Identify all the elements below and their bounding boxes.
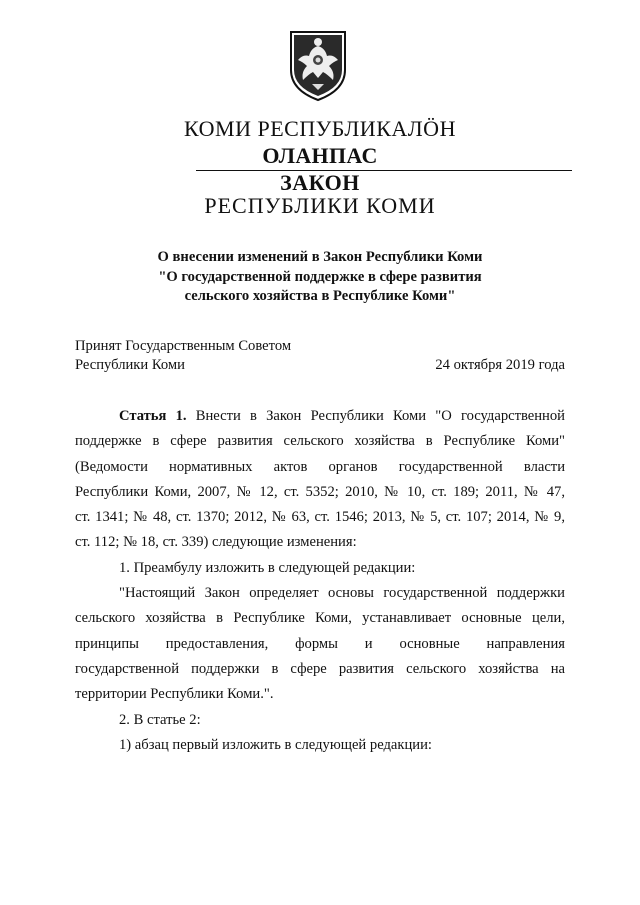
article-label: Статья 1. xyxy=(119,408,187,424)
law-title-line: О внесении изменений в Закон Республики Коми xyxy=(157,249,483,265)
quote-line: "Настоящий Закон определяет основы государственной поддержки xyxy=(119,585,565,602)
item-2: 2. В статье 2: xyxy=(119,711,201,728)
quote-line: принципы предоставления, формы и основные направления xyxy=(75,635,565,652)
article-1-line: (Ведомости нормативных актов органов государственной власти xyxy=(75,458,565,475)
header-zakon: ЗАКОН xyxy=(280,170,360,195)
law-title-line: сельского хозяйства в Республике Коми" xyxy=(184,288,456,304)
article-1-line: ст. 1341; № 48, ст. 1370; 2012, № 63, ст. 1546; 2013, № 5, ст. 107; 2014, № 9, xyxy=(75,509,565,526)
article-1-line: Статья 1. Внести в Закон Республики Коми "О государственной xyxy=(119,408,565,424)
item-1: 1. Преамбулу изложить в следующей редакции: xyxy=(119,559,416,576)
adopted-line: Республики Коми xyxy=(75,357,185,373)
item-2-1: 1) абзац первый изложить в следующей редакции: xyxy=(119,736,432,753)
law-title xyxy=(100,248,540,307)
adoption-date: 24 октября 2019 года xyxy=(435,357,565,373)
header-komi-line: КОМИ РЕСПУБЛИКАЛӦН xyxy=(184,116,456,141)
article-1-line: поддержке в сфере развития сельского хозяйства в Республике Коми" xyxy=(75,433,565,450)
article-1-line: Республики Коми, 2007, № 12, ст. 5352; 2010, № 10, ст. 189; 2011, № 47, xyxy=(75,483,565,500)
quote-line: сельского хозяйства в Республике Коми, устанавливает основные цели, xyxy=(75,610,565,627)
law-title-line: "О государственной поддержке в сфере развития xyxy=(158,268,482,285)
quote-line: государственной поддержки в сфере развития сельского хозяйства на xyxy=(75,660,565,677)
article-1-line: ст. 112; № 18, ст. 339) следующие изменения: xyxy=(75,534,357,551)
header-olanpas: ОЛАНПАС xyxy=(262,143,378,168)
document-body xyxy=(75,404,565,758)
quote-line: территории Республики Коми.". xyxy=(75,686,274,703)
komi-coat-of-arms-icon xyxy=(289,26,347,102)
adopted-line: Принят Государственным Советом xyxy=(75,338,292,354)
adopted-by xyxy=(75,337,291,375)
header-respubliki-komi: РЕСПУБЛИКИ КОМИ xyxy=(204,193,436,218)
